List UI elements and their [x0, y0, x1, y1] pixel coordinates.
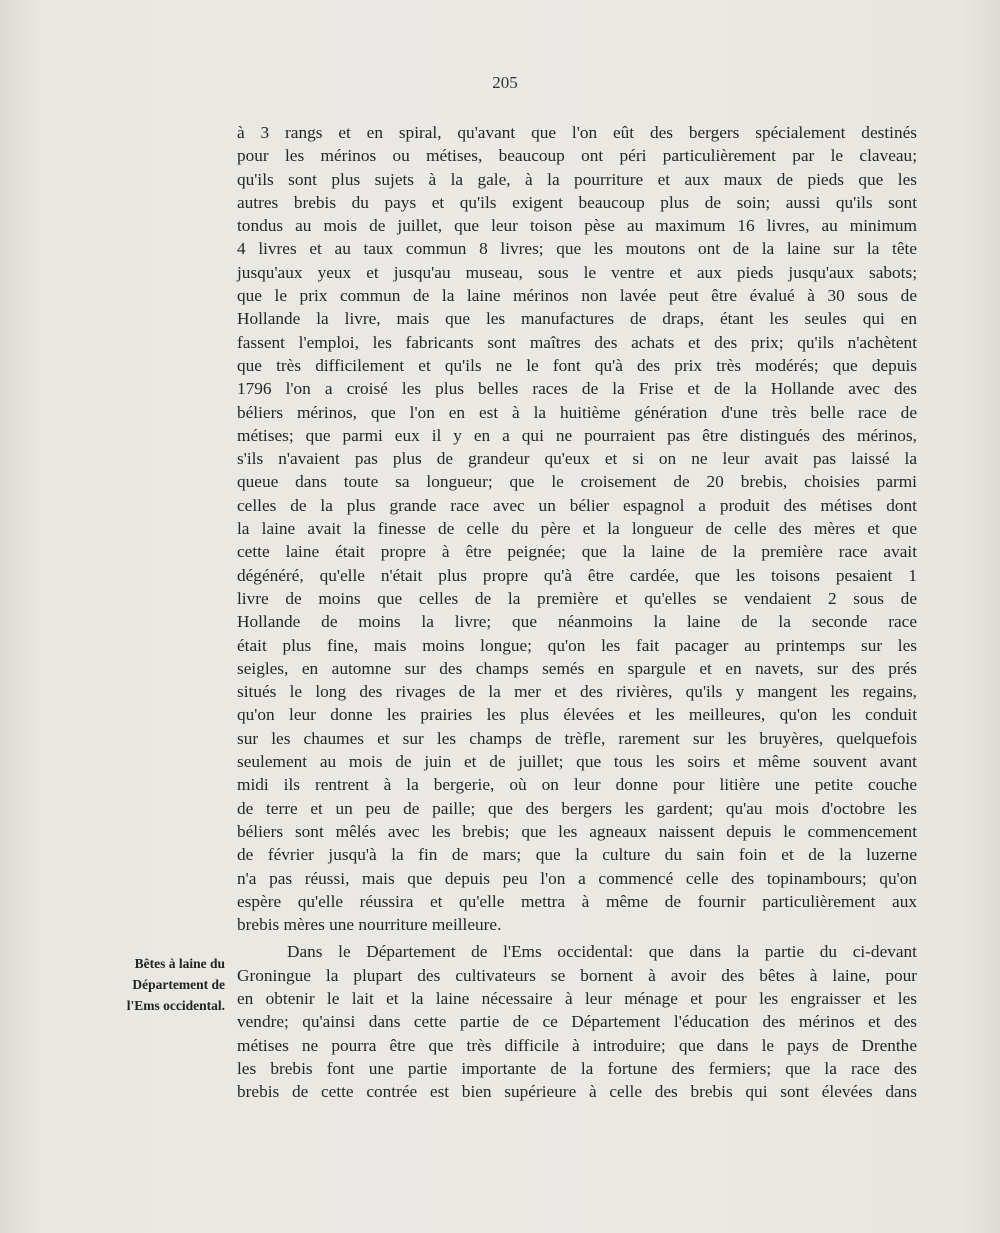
text-line: pour les mérinos ou métises, beaucoup ont péri particulièrement par le claveau;	[237, 146, 917, 166]
text-line: vendre; qu'ainsi dans cette partie de ce Département l'éducation des mérinos et des	[237, 1012, 917, 1032]
text-line: était plus fine, mais moins longue; qu'on les fait pacager au printemps sur les	[237, 635, 917, 655]
text-line: Groningue la plupart des cultivateurs se bornent à avoir des bêtes à laine, pour	[237, 965, 917, 985]
text-line: métises; que parmi eux il y en a qui ne pourraient pas être distingués des mérinos,	[237, 425, 917, 445]
text-line: seulement au mois de juin et de juillet; que tous les soirs et même souvent avant	[237, 752, 917, 772]
text-line: fassent l'emploi, les fabricants sont maîtres des achats et des prix; qu'ils n'achètent	[237, 332, 917, 352]
margin-note-line: Bêtes à laine du	[134, 956, 225, 971]
text-line: à 3 rangs et en spiral, qu'avant que l'on eût des bergers spécialement destinés	[237, 123, 917, 142]
text-line: de février jusqu'à la fin de mars; que la culture du sain foin et de la luzerne	[237, 845, 917, 865]
text-line: que le prix commun de la laine mérinos non lavée peut être évalué à 30 sous de	[237, 286, 917, 306]
margin-note	[80, 953, 225, 1016]
page-number: 205	[492, 73, 518, 92]
text-line: qu'ils sont plus sujets à la gale, à la pourriture et aux maux de pieds que les	[237, 169, 917, 189]
text-line: s'ils n'avaient pas plus de grandeur qu'eux et si on ne leur avait pas laissé la	[237, 449, 917, 469]
text-line: seigles, en automne sur des champs semés en spargule et en navets, sur des prés	[237, 658, 917, 678]
text-line: tondus au mois de juillet, que leur toison pèse au maximum 16 livres, au minimum	[237, 216, 917, 236]
text-line: 4 livres et au taux commun 8 livres; que les moutons ont de la laine sur la tête	[237, 239, 917, 259]
text-line: Dans le Département de l'Ems occidental: que dans la partie du ci-devant	[287, 942, 917, 962]
text-line: de terre et un peu de paille; que des bergers les gardent; qu'au mois d'octobre les	[237, 798, 917, 818]
text-line: les brebis font une partie importante de la fortune des fermiers; que la race des	[237, 1058, 917, 1078]
text-line: cette laine était propre à être peignée; que la laine de la première race avait	[237, 542, 917, 562]
text-line: en obtenir le lait et la laine nécessaire à leur ménage et pour les engraisser et les	[237, 988, 917, 1008]
text-line: situés le long des rivages de la mer et des rivières, qu'ils y mangent les regains,	[237, 682, 917, 702]
text-line: Hollande de moins la livre; que néanmoins la laine de la seconde race	[237, 612, 917, 632]
margin-note-line: Département de	[132, 977, 225, 992]
text-line: brebis mères une nourriture meilleure.	[237, 915, 502, 935]
text-line: métises ne pourra être que très difficile à introduire; que dans le pays de Drenthe	[237, 1035, 917, 1055]
text-line: qu'on leur donne les prairies les plus élevées et les meilleures, qu'on les conduit	[237, 705, 917, 725]
text-line: espère qu'elle réussira et qu'elle mettra à même de fournir particulièrement aux	[237, 891, 917, 911]
text-line: sur les chaumes et sur les champs de trèfle, rarement sur les bruyères, quelquefois	[237, 728, 917, 748]
text-line: béliers mérinos, que l'on en est à la huitième génération d'une très belle race de	[237, 402, 917, 422]
text-line: livre de moins que celles de la première et qu'elles se vendaient 2 sous de	[237, 588, 917, 608]
text-line: que très difficilement et qu'ils ne le font qu'à des prix très modérés; que depuis	[237, 355, 917, 375]
text-line: la laine avait la finesse de celle du père et la longueur de celle des mères et que	[237, 519, 917, 539]
text-line: 1796 l'on a croisé les plus belles races de la Frise et de la Hollande avec des	[237, 379, 917, 399]
text-line: brebis de cette contrée est bien supérieure à celle des brebis qui sont élevées dans	[237, 1082, 917, 1102]
text-line: béliers sont mêlés avec les brebis; que les agneaux naissent depuis le commencement	[237, 821, 917, 841]
text-line: autres brebis du pays et qu'ils exigent beaucoup plus de soin; aussi qu'ils sont	[237, 192, 917, 212]
body-text	[237, 121, 917, 1103]
text-line: queue dans toute sa longueur; que le croisement de 20 brebis, choisies parmi	[237, 472, 917, 492]
text-line: midi ils rentrent à la bergerie, où on leur donne pour litière une petite couche	[237, 775, 917, 795]
text-line: n'a pas réussi, mais que depuis peu l'on a commencé celle des topinambours; qu'on	[237, 868, 917, 888]
text-line: celles de la plus grande race avec un bélier espagnol a produit des métises dont	[237, 495, 917, 515]
paragraph-1	[237, 121, 917, 936]
text-line: jusqu'aux yeux et jusqu'au museau, sous le ventre et aux pieds jusqu'aux sabots;	[237, 262, 917, 282]
text-line: Hollande la livre, mais que les manufactures de draps, étant les seules qui en	[237, 309, 917, 329]
paragraph-2	[237, 940, 917, 1103]
text-line: dégénéré, qu'elle n'était plus propre qu'à être cardée, que les toisons pesaient 1	[237, 565, 917, 585]
margin-note-line: l'Ems occidental.	[126, 998, 225, 1013]
